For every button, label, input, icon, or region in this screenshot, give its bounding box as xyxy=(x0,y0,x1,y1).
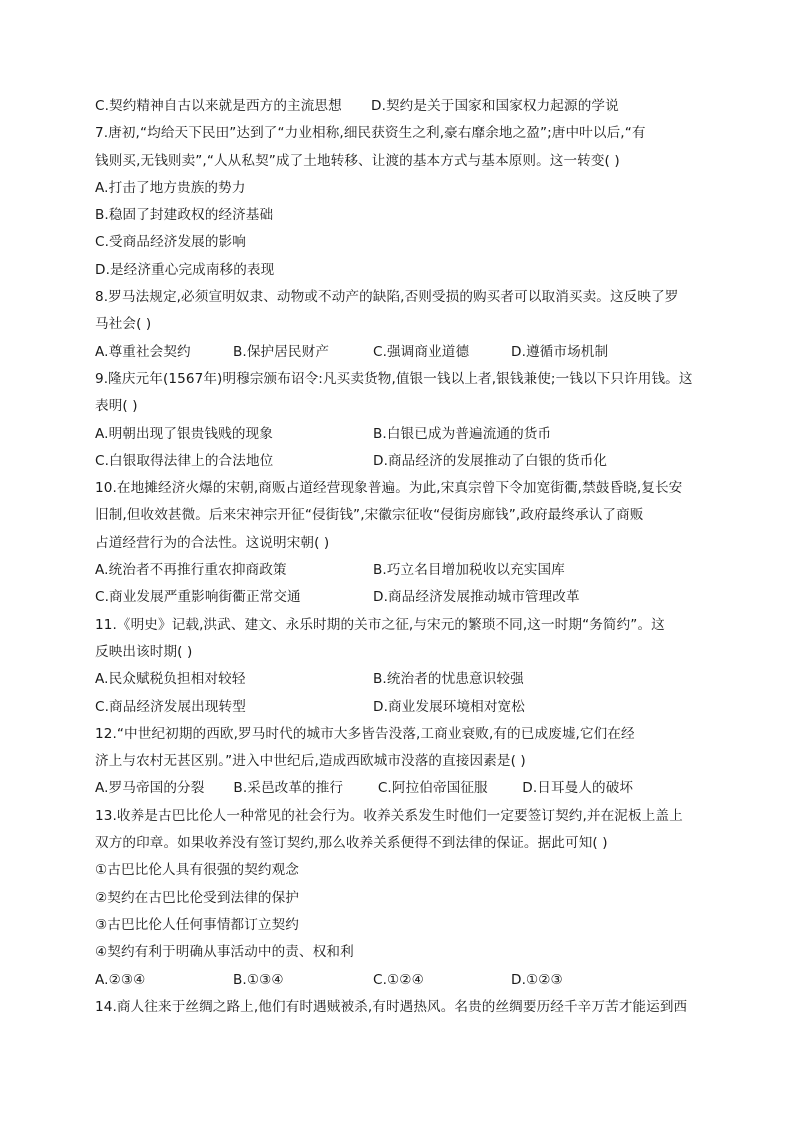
question-13-stem-line1: 13.收养是古巴比伦人一种常见的社会行为。收养关系发生时他们一定要签订契约,并在泥板上盖上 xyxy=(95,807,683,824)
question-11-stem-line1: 11.《明史》记载,洪武、建文、永乐时期的关市之征,与宋元的繁琐不同,这一时期“务简约”。这 xyxy=(95,616,665,633)
question-9-options-ab xyxy=(95,421,705,448)
option-b: B.①③④ xyxy=(233,971,284,988)
question-13-statement-3: ③古巴比伦人任何事情都订立契约 xyxy=(95,916,299,933)
question-11-stem-line2: 反映出该时期( ) xyxy=(95,643,193,660)
option-b: B.白银已成为普遍流通的货币 xyxy=(373,425,552,442)
question-13-statement-4: ④契约有利于明确从事活动中的责、权和利 xyxy=(95,944,354,961)
question-10-stem-line3: 占道经营行为的合法性。这说明宋朝( ) xyxy=(95,534,330,551)
question-7-option-b: B.稳固了封建政权的经济基础 xyxy=(95,207,274,224)
option-a: A.明朝出现了银贵钱贱的现象 xyxy=(95,425,273,442)
option-c: C.强调商业道德 xyxy=(373,343,470,360)
option-b: B.采邑改革的推行 xyxy=(233,780,344,797)
question-10-stem-line1: 10.在地摊经济火爆的宋朝,商贩占道经营现象普遍。为此,宋真宗曾下令加宽街衢,禁鼓昏晓,复长安 xyxy=(95,480,683,497)
question-12-options xyxy=(95,775,705,802)
option-b: B.统治者的忧患意识较强 xyxy=(373,671,524,688)
option-d: D.遵循市场机制 xyxy=(511,343,609,360)
question-13-options xyxy=(95,967,705,994)
exam-page xyxy=(95,93,705,1021)
option-c: C.阿拉伯帝国征服 xyxy=(377,780,488,797)
option-d: D.①②③ xyxy=(511,971,563,988)
question-11-options-cd xyxy=(95,694,705,721)
option-c: C.商业发展严重影响街衢正常交通 xyxy=(95,589,301,606)
option-a: A.罗马帝国的分裂 xyxy=(95,780,205,797)
question-9-options-cd xyxy=(95,448,705,475)
question-7-option-d: D.是经济重心完成南移的表现 xyxy=(95,261,275,278)
question-9-stem-line1: 9.隆庆元年(1567年)明穆宗颁布诏令:凡买卖货物,值银一钱以上者,银钱兼使;一钱以下只许用钱。这 xyxy=(95,370,693,387)
question-10-options-cd xyxy=(95,584,705,611)
question-13-statement-2: ②契约在古巴比伦受到法律的保护 xyxy=(95,889,299,906)
question-10-stem-line2: 旧制,但收效甚微。后来宋神宗开征“侵街钱”,宋徽宗征收“侵街房廊钱”,政府最终承认了商贩 xyxy=(95,507,644,524)
question-14-stem-line1: 14.商人往来于丝绸之路上,他们有时遇贼被杀,有时遇热风。名贵的丝绸要历经千辛万苦才能运到西 xyxy=(95,998,688,1015)
option-b: B.保护居民财产 xyxy=(233,343,330,360)
question-13-stem-line2: 双方的印章。如果收养没有签订契约,那么收养关系便得不到法律的保证。据此可知( ) xyxy=(95,835,608,852)
option-d: D.日耳曼人的破坏 xyxy=(522,780,634,797)
question-6-options-cd xyxy=(95,93,705,120)
option-c: C.契约精神自古以来就是西方的主流思想 xyxy=(95,98,342,114)
option-d: D.商业发展环境相对宽松 xyxy=(373,698,525,715)
option-d: D.契约是关于国家和国家权力起源的学说 xyxy=(371,98,619,114)
question-11-options-ab xyxy=(95,666,705,693)
question-7-stem-line2: 钱则买,无钱则卖”,“人从私契”成了土地转移、让渡的基本方式与基本原则。这一转变( ) xyxy=(95,152,620,169)
option-c: C.白银取得法律上的合法地位 xyxy=(95,452,274,469)
option-a: A.民众赋税负担相对较轻 xyxy=(95,671,246,688)
option-a: A.尊重社会契约 xyxy=(95,343,191,360)
question-10-options-ab xyxy=(95,557,705,584)
question-7-option-c: C.受商品经济发展的影响 xyxy=(95,234,246,251)
option-c: C.商品经济发展出现转型 xyxy=(95,698,246,715)
question-8-stem-line2: 马社会( ) xyxy=(95,316,152,333)
option-a: A.统治者不再推行重农抑商政策 xyxy=(95,562,287,579)
option-b: B.巧立名目增加税收以充实国库 xyxy=(373,562,565,579)
question-9-stem-line2: 表明( ) xyxy=(95,398,138,415)
question-7-option-a: A.打击了地方贵族的势力 xyxy=(95,179,246,196)
option-a: A.②③④ xyxy=(95,971,146,988)
question-8-options xyxy=(95,339,705,366)
option-c: C.①②④ xyxy=(373,971,424,988)
question-12-stem-line1: 12.“中世纪初期的西欧,罗马时代的城市大多皆告没落,工商业衰败,有的已成废墟,它们在经 xyxy=(95,725,635,742)
question-7-stem-line1: 7.唐初,“均给天下民田”达到了“力业相称,细民获资生之利,豪右靡余地之盈”;唐中叶以后,“有 xyxy=(95,125,646,142)
question-8-stem-line1: 8.罗马法规定,必须宣明奴隶、动物或不动产的缺陷,否则受损的购买者可以取消买卖。这反映了罗 xyxy=(95,289,679,306)
option-d: D.商品经济发展推动城市管理改革 xyxy=(373,589,580,606)
question-12-stem-line2: 济上与农村无甚区别。”进入中世纪后,造成西欧城市没落的直接因素是( ) xyxy=(95,753,526,770)
option-d: D.商品经济的发展推动了白银的货币化 xyxy=(373,452,608,469)
question-13-statement-1: ①古巴比伦人具有很强的契约观念 xyxy=(95,862,299,879)
